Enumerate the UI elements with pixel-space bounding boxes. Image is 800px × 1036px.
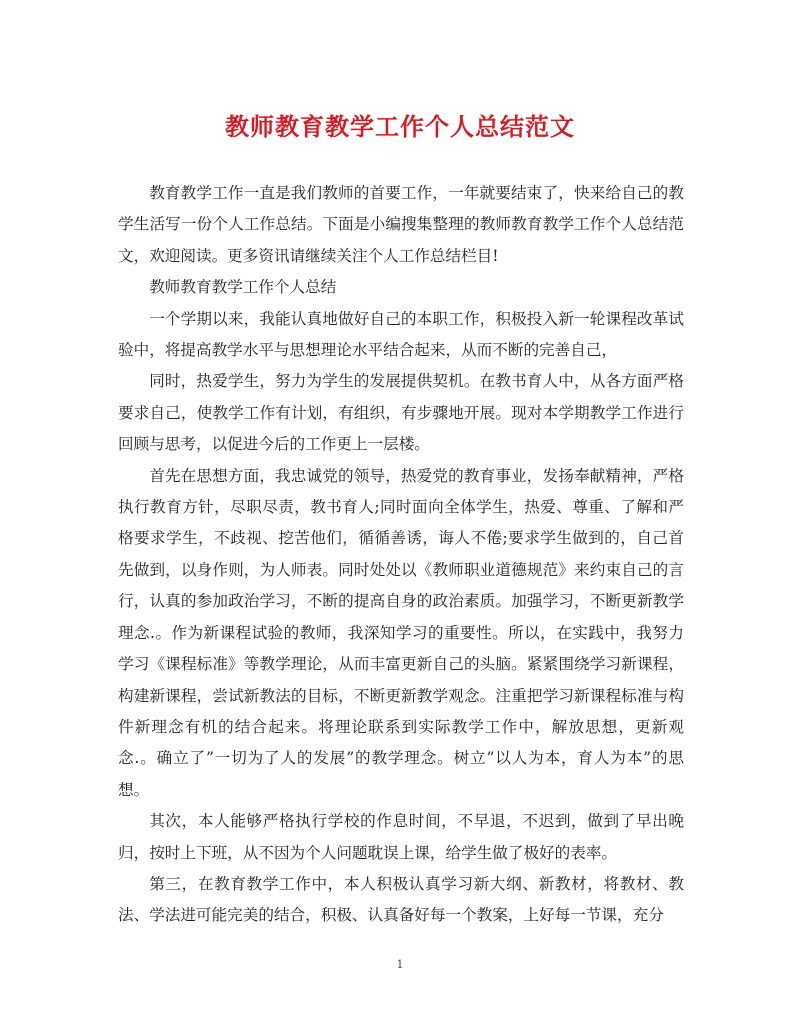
paragraph-intro: 教育教学工作一直是我们教师的首要工作，一年就要结束了，快来给自己的教学生活写一份个人工作总结。下面是小编搜集整理的教师教育教学工作个人总结范文，欢迎阅读。更多资讯请继续关注个人工作总结栏目!: [118, 184, 684, 265]
paragraph-schedule: 其次，本人能够严格执行学校的作息时间，不早退，不迟到，做到了早出晚归，按时上下班，从不因为个人问题耽误上课，给学生做了极好的表率。: [118, 812, 684, 862]
document-title: 教师教育教学工作个人总结范文: [225, 112, 575, 141]
paragraph-subheading: 教师教育教学工作个人总结: [149, 278, 337, 297]
document-body: [118, 178, 684, 932]
page-number: 1: [396, 958, 404, 971]
paragraph-semester: 一个学期以来，我能认真地做好自己的本职工作，积极投入新一轮课程改革试验中，将提高教学水平与思想理论水平结合起来，从而不断的完善自己，: [118, 309, 684, 360]
paragraph-ideology: 首先在思想方面，我忠诚党的领导，热爱党的教育事业，发扬奉献精神，严格执行教育方针，尽职尽责，教书育人;同时面向全体学生，热爱、尊重、了解和严格要求学生，不歧视、挖苦他们，循循善诱，诲人不倦;要求学生做到的，自己首先做到，以身作则，为人师表。同时处处以《教师职业道德规范》来约束自己的言行，认真的参加政治学习，不断的提高自身的政治素质。加强学习，不断更新教学理念.。作为新课程试验的教师，我深知学习的重要性。所以，在实践中，我努力学习《课程标准》等教学理论，从而丰富更新自己的头脑。紧紧围绕学习新课程，构建新课程，尝试新教法的目标，不断更新教学观念。注重把学习新课程标准与构件新理念有机的结合起来。将理论联系到实际教学工作中，解放思想，更新观念.。确立了”一切为了人的发展”的教学理念。树立”以人为本，育人为本”的思想。: [118, 466, 684, 799]
paragraph-teaching: 第三，在教育教学工作中，本人积极认真学习新大纲、新教材，将教材、教法、学法进可能完美的结合，积极、认真备好每一个教案，上好每一节课，充分: [118, 874, 684, 925]
paragraph-students: 同时，热爱学生，努力为学生的发展提供契机。在教书育人中，从各方面严格要求自己，使教学工作有计划，有组织，有步骤地开展。现对本学期教学工作进行回顾与思考，以促进今后的工作更上一层楼。: [118, 372, 684, 454]
